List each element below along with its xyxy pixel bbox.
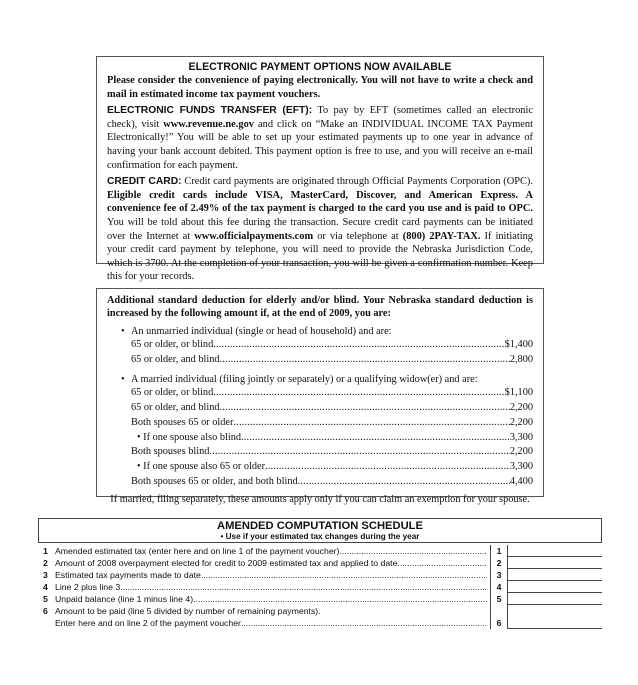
deduction-line <box>131 353 533 368</box>
schedule-row <box>38 581 602 593</box>
schedule-line-number-box <box>490 605 508 617</box>
schedule-line-number-box: 5 <box>490 593 508 605</box>
schedule-title: AMENDED COMPUTATION SCHEDULE <box>217 520 423 532</box>
schedule-row-number: 6 <box>43 606 48 616</box>
married-deduction-list <box>107 386 533 489</box>
schedule-line-number-box: 2 <box>490 557 508 569</box>
deduction-amount: 2,200 <box>509 416 533 428</box>
schedule-row-number: 4 <box>43 582 48 592</box>
deduction-label: Both spouses blind <box>131 446 210 458</box>
eft-paragraph: ELECTRONIC FUNDS TRANSFER (EFT): To pay by EFT (sometimes called an electronic check), visit www.revenue.ne.gov and click on “Make an INDIVIDUAL INCOME TAX Payment Electronically!” You will be able to set up your estimated payments up to one year in advance of having your bank account debited. This payment option is free to use, and you will receive an e-mail confirmation for each payment. <box>107 105 533 171</box>
deduction-line <box>131 445 533 460</box>
schedule-title-box <box>38 518 602 543</box>
schedule-line-number-box: 1 <box>490 545 508 557</box>
schedule-row-number: 5 <box>43 594 48 604</box>
schedule-row <box>38 557 602 569</box>
schedule-row <box>38 593 602 605</box>
schedule-row <box>38 617 602 629</box>
schedule-amount-field[interactable] <box>507 545 602 557</box>
eft-label: ELECTRONIC FUNDS TRANSFER (EFT): <box>107 105 313 117</box>
schedule-amount-field[interactable] <box>507 557 602 569</box>
deduction-label: 65 or older, and blind <box>131 353 220 365</box>
schedule-row <box>38 605 602 617</box>
schedule-row-text: Unpaid balance (line 1 minus line 4) ..... <box>55 593 487 605</box>
schedule-line-number-box: 4 <box>490 581 508 593</box>
electronic-payment-intro: Please consider the convenience of paying electronically. You will not have to write a check and mail in estimated income tax payment vouchers. <box>107 75 533 100</box>
deduction-line <box>131 416 533 431</box>
deduction-label: 65 or older, and blind <box>131 402 220 414</box>
unmarried-deduction-list <box>107 338 533 367</box>
deduction-amount: 3,300 <box>509 460 533 472</box>
schedule-row-text: Amended estimated tax (enter here and on line 1 of the payment voucher) ..... <box>55 545 487 557</box>
deduction-amount: 2,800 <box>509 353 533 365</box>
deduction-amount: 2,200 <box>509 446 533 458</box>
deduction-label: • If one spouse also 65 or older <box>137 460 265 472</box>
schedule-line-number-box: 3 <box>490 569 508 581</box>
schedule-row-text: Amount to be paid (line 5 divided by number of remaining payments). <box>55 606 321 616</box>
deduction-amount: 2,200 <box>509 402 533 414</box>
schedule-row-text: Enter here and on line 2 of the payment voucher ..... <box>55 617 487 629</box>
schedule-row-number: 2 <box>43 558 48 568</box>
deduction-amount: $1,400 <box>504 339 533 350</box>
deduction-amount: $1,100 <box>504 387 533 399</box>
schedule-row-text: Line 2 plus line 3 ..... <box>55 581 487 593</box>
schedule-row-number: 3 <box>43 570 48 580</box>
deduction-line <box>131 460 533 475</box>
deduction-amount: 4,400 <box>509 475 533 487</box>
schedule-amount-field <box>507 605 602 616</box>
schedule-row-number: 1 <box>43 546 48 556</box>
schedule-amount-field[interactable] <box>507 581 602 593</box>
opc-phone: (800) 2PAY-TAX. <box>402 230 481 242</box>
credit-card-label: CREDIT CARD: <box>107 176 182 188</box>
schedule-amount-field[interactable] <box>507 569 602 581</box>
credit-card-paragraph: CREDIT CARD: Credit card payments are originated through Official Payments Corporation (OPC). Eligible credit cards include VISA, MasterCard, Discover, and American Express. A convenience fee of 2.49% of the tax payment is charged to the card you use and is paid to OPC. You will be told about this fee during the transaction. Secure credit card payments can be initiated over the Internet at www.officialpayments.com or via telephone at (800) 2PAY-TAX. If initiating your credit card payment by telephone, you will need to provide the Nebraska Jurisdiction Code, which is 3700. At the completion of your transaction, you will be given a confirmation number. Keep this for your records. <box>107 176 533 283</box>
standard-deduction-box <box>96 288 544 506</box>
deduction-line <box>131 338 533 353</box>
electronic-payment-options-box <box>96 56 544 283</box>
schedule-row <box>38 545 602 557</box>
deduction-line <box>131 401 533 416</box>
deduction-line <box>131 386 533 401</box>
eft-url[interactable]: www.revenue.ne.gov <box>163 118 254 130</box>
deduction-label: Both spouses 65 or older <box>131 416 234 428</box>
schedule-row-text: Amount of 2008 overpayment elected for credit to 2009 estimated tax and applied to date ..... <box>55 557 487 569</box>
opc-url[interactable]: www.officialpayments.com <box>194 230 314 242</box>
schedule-amount-field[interactable] <box>507 593 602 605</box>
deduction-footnote: If married, filing separately, these amounts apply only if you can claim an exemption for your spouse. <box>110 494 530 506</box>
deduction-label: 65 or older, or blind <box>131 387 214 399</box>
deduction-amount: 3,300 <box>509 431 533 443</box>
schedule-row <box>38 569 602 581</box>
deduction-line <box>131 475 533 490</box>
schedule-subtitle: • Use if your estimated tax changes during the year <box>220 532 420 541</box>
schedule-row-text: Estimated tax payments made to date ..... <box>55 569 487 581</box>
electronic-payment-heading: ELECTRONIC PAYMENT OPTIONS NOW AVAILABLE <box>188 61 452 73</box>
unmarried-group-heading: • An unmarried individual (single or head of household) and are: <box>121 326 392 337</box>
deduction-label: Both spouses 65 or older, and both blind <box>131 475 298 487</box>
schedule-line-number-box: 6 <box>490 617 508 629</box>
deduction-label: 65 or older, or blind <box>131 339 214 350</box>
married-group-heading: • A married individual (filing jointly or separately) or a qualifying widow(er) and are: <box>121 374 478 386</box>
deduction-line <box>131 431 533 446</box>
deduction-intro: Additional standard deduction for elderly and/or blind. Your Nebraska standard deduction is increased by the following amount if, at the end of 2009, you are: <box>107 295 533 319</box>
schedule-amount-field[interactable] <box>507 617 602 629</box>
deduction-label: • If one spouse also blind <box>137 431 241 443</box>
